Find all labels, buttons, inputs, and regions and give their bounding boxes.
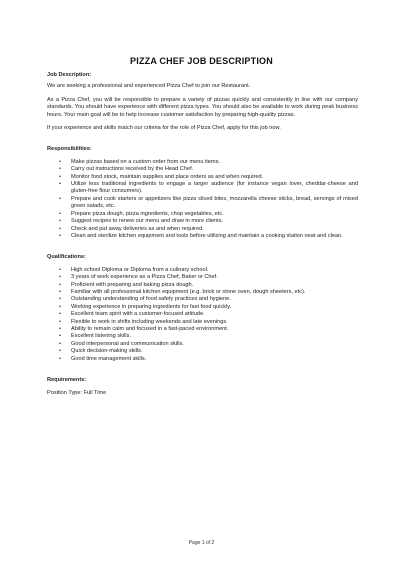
list-item: • Outstanding understanding of food safety practices and hygiene. — [59, 296, 231, 303]
job-description-heading: Job Description: — [47, 72, 92, 78]
bullet-icon: • — [59, 210, 61, 217]
list-item: • Flexible to work in shifts including weekends and late evenings. — [59, 318, 228, 325]
list-item: • Good time management skills. — [59, 355, 147, 362]
qualifications-list — [47, 267, 358, 363]
apply-paragraph: If your experience and skills match our criteria for the role of Pizza Chef, apply for this job now. — [47, 125, 281, 132]
bullet-icon: • — [59, 333, 61, 340]
list-item: • Familiar with all professional kitchen equipment (e.g. brick or stone oven, dough sheeters, etc). — [59, 288, 306, 295]
document-title: PIZZA CHEF JOB DESCRIPTION — [130, 56, 273, 66]
qualifications-heading: Qualifications: — [47, 254, 86, 261]
bullet-icon: • — [59, 325, 61, 332]
bullet-icon: • — [59, 166, 61, 173]
responsibilities-heading: Responsibilities: — [47, 146, 92, 153]
list-item: • Excellent listening skills. — [59, 333, 132, 340]
list-item: • Ability to remain calm and focused in a fast-paced environment. — [59, 325, 229, 332]
bullet-icon: • — [59, 281, 61, 288]
bullet-icon: • — [59, 288, 61, 295]
bullet-icon: • — [59, 181, 61, 188]
list-item: • Carry out instructions received by the Head Chef. — [59, 166, 194, 173]
bullet-icon: • — [59, 195, 61, 202]
list-item: • Check and put away deliveries as and when required. — [59, 225, 204, 232]
list-item: • Good interpersonal and communication skills. — [59, 340, 184, 347]
responsibilities-list — [47, 159, 358, 240]
list-item: • Utilize less traditional ingredients to engage a larger audience (for instance vegan lover, cheddar-cheese and gluten-free flour consumers). — [59, 181, 358, 195]
list-item: • Clean and sterilize kitchen equipment and tools before utilizing and maintain a cooking station neat and clean. — [59, 232, 343, 239]
bullet-icon: • — [59, 218, 61, 225]
bullet-icon: • — [59, 296, 61, 303]
list-item: • Prepare pizza dough, pizza ingredients, chop vegetables, etc. — [59, 210, 224, 217]
list-item: • Prepare and cook starters or appetizers like pizza sliced bites, mozzarella cheese sticks, bread, servings of mixed green salads, etc. — [59, 195, 358, 210]
bullet-icon: • — [59, 274, 61, 281]
bullet-icon: • — [59, 225, 61, 232]
bullet-icon: • — [59, 303, 61, 310]
bullet-icon: • — [59, 355, 61, 362]
list-item: • Make pizzas based on a custom order from our menu items. — [59, 158, 220, 165]
list-item: • High school Diploma or Diploma from a culinary school. — [59, 266, 209, 273]
bullet-icon: • — [59, 158, 61, 165]
list-item: • Suggest recipes to renew our menu and draw in more clients. — [59, 218, 224, 225]
list-item: • Excellent team spirit with a customer-focused attitude. — [59, 311, 205, 318]
bullet-icon: • — [59, 173, 61, 180]
bullet-icon: • — [59, 266, 61, 273]
list-item: • Working experience in preparing ingredients for fast food quickly. — [59, 303, 232, 310]
bullet-icon: • — [59, 232, 61, 239]
list-item: • Proficient with preparing and baking pizza dough. — [59, 281, 194, 288]
list-item: • Monitor food stock, maintain supplies and place orders as and when required. — [59, 173, 264, 180]
page-footer: Page 1 of 2 — [188, 540, 215, 546]
document-body — [47, 72, 358, 398]
list-item: • 3 years of work experience as a Pizza Chef, Baker or Chef. — [59, 274, 218, 281]
list-item: • Quick decision-making skills. — [59, 348, 143, 355]
role-paragraph: As a Pizza Chef, you will be responsible to prepare a variety of pizzas quickly and consistently in line with our company standards. You should have experience with different pizza types. You should also be available to work during peak business hours. Your main goal will be to help increase customer satisfaction by preparing high-quality pizzas. — [47, 96, 358, 118]
requirements-heading: Requirements: — [47, 377, 87, 383]
bullet-icon: • — [59, 318, 61, 325]
position-type: Position Type: Full Time — [47, 390, 107, 397]
intro-paragraph: We are seeking a professional and experienced Pizza Chef to join our Restaurant. — [47, 83, 251, 90]
bullet-icon: • — [59, 348, 61, 355]
bullet-icon: • — [59, 340, 61, 347]
bullet-icon: • — [59, 311, 61, 318]
